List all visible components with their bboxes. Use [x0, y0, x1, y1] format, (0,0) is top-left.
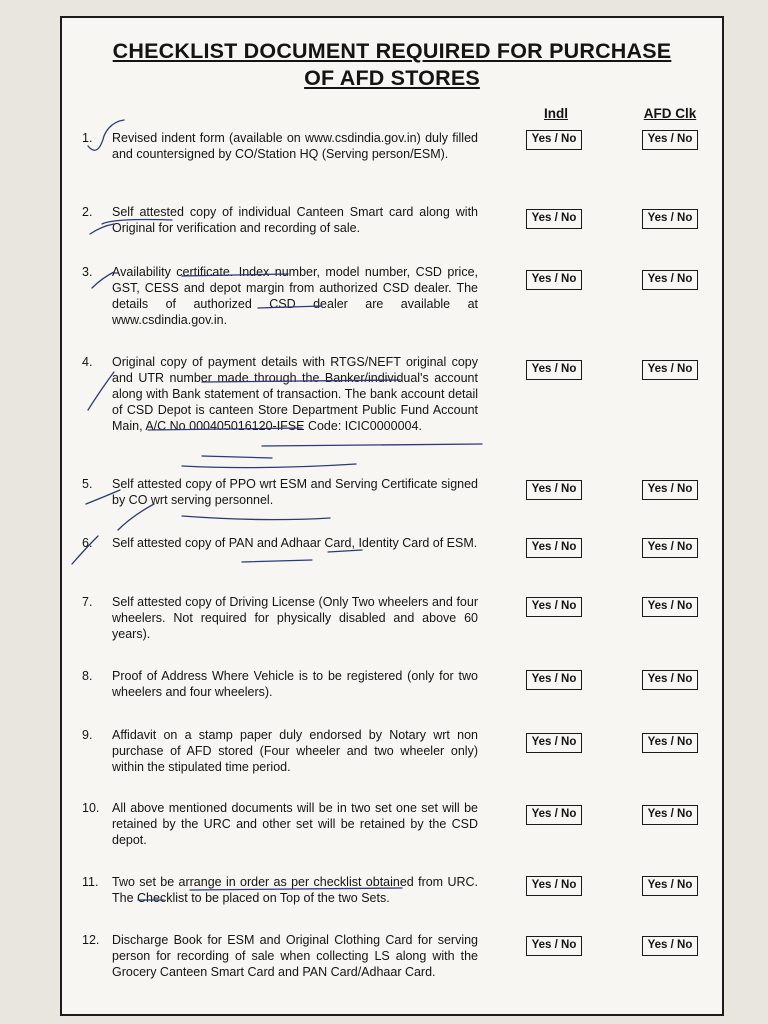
- afd-clk-yes-no-box[interactable]: Yes / No: [642, 876, 698, 896]
- item-number: 5.: [82, 477, 93, 491]
- item-text: Proof of Address Where Vehicle is to be registered (only for two wheelers and four wheelers).: [112, 669, 478, 699]
- title-line-1: CHECKLIST DOCUMENT REQUIRED FOR PURCHASE: [112, 39, 672, 63]
- indl-yes-no-box[interactable]: Yes / No: [526, 360, 582, 380]
- afd-clk-yes-no-box[interactable]: Yes / No: [642, 209, 698, 229]
- indl-yes-no-box[interactable]: Yes / No: [526, 209, 582, 229]
- indl-yes-no-box[interactable]: Yes / No: [526, 480, 582, 500]
- afd-clk-yes-no-box[interactable]: Yes / No: [642, 538, 698, 558]
- item-number: 11.: [82, 875, 99, 889]
- afd-clk-yes-no-box[interactable]: Yes / No: [642, 130, 698, 150]
- item-text: Self attested copy of Driving License (Only Two wheelers and four wheelers. Not required for physically disabled and above 60 years).: [112, 595, 478, 641]
- indl-yes-no-box[interactable]: Yes / No: [526, 270, 582, 290]
- indl-yes-no-box[interactable]: Yes / No: [526, 130, 582, 150]
- afd-clk-yes-no-box[interactable]: Yes / No: [642, 597, 698, 617]
- indl-yes-no-box[interactable]: Yes / No: [526, 936, 582, 956]
- title-line-2: OF AFD STORES: [304, 66, 480, 90]
- indl-yes-no-box[interactable]: Yes / No: [526, 733, 582, 753]
- item-number: 6.: [82, 536, 93, 550]
- item-text: Availability certificate. Index number, model number, CSD price, GST, CESS and depot margin from authorized CSD dealer. The details of authorized CSD dealer are available at www.csdindia.gov.in.: [112, 265, 478, 327]
- item-number: 10.: [82, 801, 100, 815]
- item-text: Original copy of payment details with RTGS/NEFT original copy and UTR number made through the Banker/individual's account along with Bank statement of transaction. The bank account detail of CSD Depot is canteen Store Department Public Fund Account Main, A/C No 000405016120-IFSE Code: ICIC0000004.: [112, 355, 478, 433]
- item-number: 2.: [82, 205, 93, 219]
- afd-clk-yes-no-box[interactable]: Yes / No: [642, 480, 698, 500]
- item-number: 8.: [82, 669, 93, 683]
- item-text: Affidavit on a stamp paper duly endorsed by Notary wrt non purchase of AFD stored (Four wheeler and two wheeler only) within the stipulated time period.: [112, 728, 478, 774]
- indl-yes-no-box[interactable]: Yes / No: [526, 597, 582, 617]
- item-text: Self attested copy of PAN and Adhaar Card, Identity Card of ESM.: [112, 536, 478, 550]
- checklist-page: [60, 16, 724, 1016]
- item-text: Revised indent form (available on www.csdindia.gov.in) duly filled and countersigned by CO/Station HQ (Serving person/ESM).: [112, 131, 478, 161]
- item-number: 9.: [82, 728, 93, 742]
- column-header-afd-clk: AFD Clk: [643, 106, 697, 121]
- item-number: 4.: [82, 355, 93, 369]
- indl-yes-no-box[interactable]: Yes / No: [526, 805, 582, 825]
- item-number: 12.: [82, 933, 100, 947]
- indl-yes-no-box[interactable]: Yes / No: [526, 538, 582, 558]
- document-title: [62, 38, 722, 92]
- item-number: 3.: [82, 265, 93, 279]
- handwritten-pen-marks: [62, 18, 726, 1018]
- afd-clk-yes-no-box[interactable]: Yes / No: [642, 360, 698, 380]
- afd-clk-yes-no-box[interactable]: Yes / No: [642, 805, 698, 825]
- indl-yes-no-box[interactable]: Yes / No: [526, 670, 582, 690]
- indl-yes-no-box[interactable]: Yes / No: [526, 876, 582, 896]
- item-number: 7.: [82, 595, 93, 609]
- afd-clk-yes-no-box[interactable]: Yes / No: [642, 670, 698, 690]
- item-number: 1.: [82, 131, 93, 145]
- afd-clk-yes-no-box[interactable]: Yes / No: [642, 733, 698, 753]
- afd-clk-yes-no-box[interactable]: Yes / No: [642, 936, 698, 956]
- item-text: All above mentioned documents will be in two set one set will be retained by the URC and other set will be retained by the CSD depot.: [112, 801, 478, 847]
- column-header-indl: Indl: [544, 106, 568, 121]
- item-text: Discharge Book for ESM and Original Clothing Card for serving person for recording of sale when collecting LS along with the Grocery Canteen Smart Card and PAN Card/Adhaar Card.: [112, 933, 478, 979]
- item-text: Two set be arrange in order as per checklist obtained from URC. The Checklist to be placed on Top of the two Sets.: [112, 875, 478, 905]
- item-text: Self attested copy of individual Canteen Smart card along with Original for verification and recording of sale.: [112, 205, 478, 235]
- afd-clk-yes-no-box[interactable]: Yes / No: [642, 270, 698, 290]
- item-text: Self attested copy of PPO wrt ESM and Serving Certificate signed by CO wrt serving personnel.: [112, 477, 478, 507]
